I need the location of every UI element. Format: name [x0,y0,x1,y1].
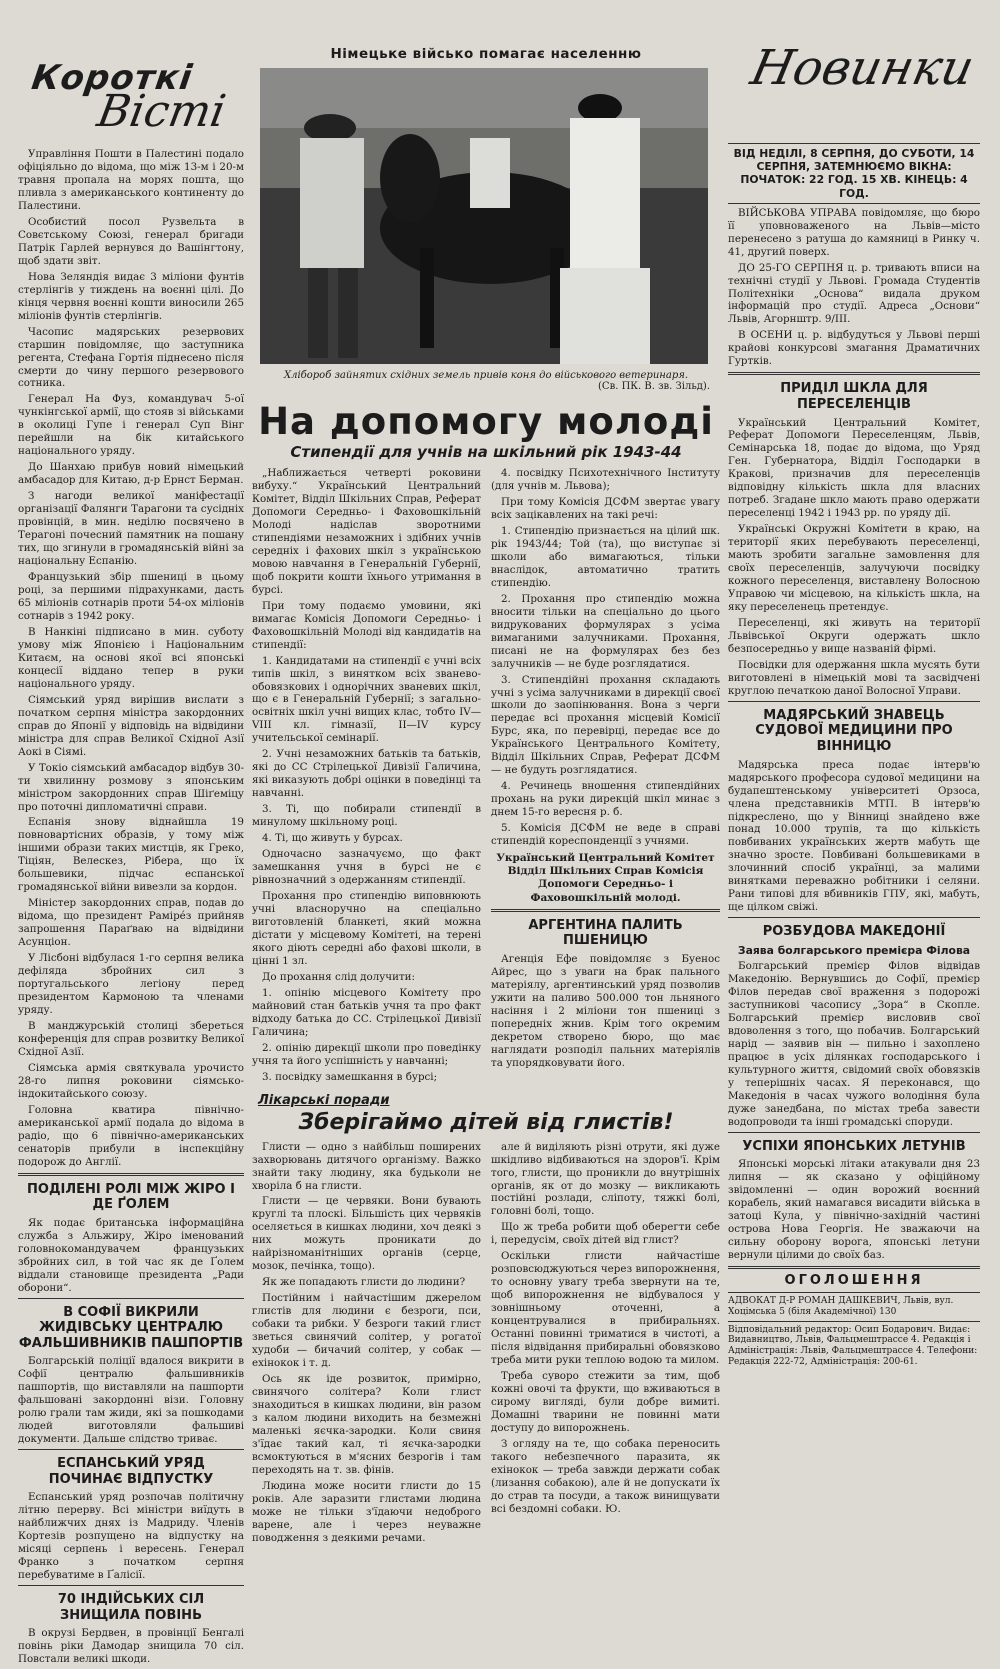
health-right [491,1141,720,1548]
photo-caption: Хлібороб зайнятих східних земель привів коня до військового ветеринаря. [283,370,689,381]
paragraph: Французький збір пшениці в цьому році, за першими підрахунками, дасть 65 міліонів сотнарів проти 54-ох міліонів сотнарів з 1942 року. [18,571,244,622]
article-title: ПРИДІЛ ШКЛА ДЛЯ ПЕРЕСЕЛЕНЦІВ [780,381,928,412]
main-article-left [252,467,481,1087]
paragraph: 4. посвідку Психотехнічного Інституту (для учнів м. Львова); [491,467,720,492]
paragraph: 1. Кандидатами на стипендії є учні всіх типів шкіл, з винятком всіх званево-обовязкових і однорічних званевих шкіл, що є в Генеральній Губернії; з загально-освітніх шкіл учні вищих клас, тобто IV—VIII кл. гімназії, II—IV курсу учительської семінарії. [252,654,481,745]
paragraph: Глисти — це червяки. Вони бувають круглі та плоскі. Більшість цих червяків оселяється в кишках людини, хоч деякі з них можуть проникати до найрізноманітніших органів (серце, мозок, печінка, тощо). [252,1195,481,1273]
health-headline: Зберігаймо дітей від глистів! [298,1109,674,1135]
paragraph: ВІЙСЬКОВА УПРАВА повідомляє, що бюро її уповноваженого на Львів—місто перенесено з ратуша до камяниці в Ринку ч. 41, другий поверх. [728,206,980,258]
article-text: Болгарський премієр Філов відвідав Македонію. Вернувшись до Софії, премієр Філов передав свої враження з подорожі заступникові часопису „Зора“ в Скопле. Болгарський премієр висловив свої вдоволення з того, що побачив. Болгарський нарід — заявив він — пильно і захоплено працює в усіх ділянках господарського і культурного життя, свідомий своїх обовязків у теперішніх часах. Я переконався, що Македонія в часах чужого володіння була дуже занедбана, по містах треба завести водопроводи та інші громадські споруди. [728,960,980,1128]
article-title: ЕСПАНСЬКИЙ УРЯД ПОЧИНАЄ ВІДПУСТКУ [48,1456,214,1487]
paragraph: З нагоди великої маніфестації організації Фалянги Тарагони та сусідніх провінцій, в мин. неділю посвячено в Терагоні почесний памятник на пошану тих, що згинули в громадянській війні за національну Еспанію. [18,490,244,568]
article-text: Японські морські літаки атакували дня 23 липня — як сказано у офіційному звідомленні — один ворожий воєнний корабель, який намагався висадити війська в затоці Кула, у північно-західній частині острова Нова Георгія. Не зважаючи на сильну оборону ворога, японські летуни вернули цілими до своїх баз. [728,1158,980,1261]
divider [728,1292,980,1293]
paragraph: При тому Комісія ДСФМ звертає увагу всіх зацікавлених на такі речі: [491,495,720,521]
article-text: Болгарській поліції вдалося викрити в Софії централю фальшивників пашпортів, що виставляли на пашпорти фальшовані закордонні візи. Головну ролю грали там жиди, які за пошкодами людей виготовляли фальшиві документи. Дальше слідство триває. [18,1355,244,1446]
paragraph: До прохання слід долучити: [262,970,415,983]
paragraph: 2. опінію дирекції школи про поведінку учня та його успішність у навчанні; [252,1041,481,1067]
divider [728,203,980,204]
paragraph: Що ж треба робити щоб оберегти себе і, передусім, своїх дітей від глист? [491,1221,720,1247]
divider [728,917,980,918]
divider [728,1132,980,1133]
paragraph: Прохання про стипендію виповнюють учні власноручно на спеціально виготовленій бланкеті, який можна дістати у місцевому Комітеті, на терені якого діють середні або фахові школи, в цінні 1 зл. [252,890,481,967]
paragraph: 1. опінію місцевого Комітету про майновий стан батьків учня та про факт відходу батька до СС. Стрілецької Дивізії Галичина; [252,986,481,1038]
paragraph: 2. Учні незаможних батьків та батьків, які до СС Стрілецької Дивізії Галичина, які виказують добрі оцінки в поведінці та навчанні. [252,748,481,800]
main-article-body [252,467,720,1087]
middle-column [252,0,720,1548]
divider [491,909,720,912]
paragraph: Ось як іде розвиток, примірно, свинячого солітера? Коли глист знаходиться в кишках людини, він разом з калом людини виходить на безмежні маленькі яєчка-зародки. Коли свиня з'їдає такий кал, ті яєчка-зародки всмоктуються в м'ясних безрогів і там переходять на т. зв. фінів. [252,1373,481,1476]
paragraph: Сіямський уряд вирішив вислати з початком серпня міністра закордонних справ до Японії у відповідь на відвідини міністра для справ Великої Східної Азії Аокі в Сіямі. [18,693,244,758]
paragraph: 2. Прохання про стипендію можна вносити тільки на спеціально до цього видрукованих формулярах з усіма вимаганими залучниками. Прохання, писані не на формулярах без без залучників — не буде розглядатися. [491,592,720,670]
announcements-list [728,207,980,369]
paragraph: Еспанія знову віднайшла 19 повновартісних образів, у тому між іншими образи таких мистців, як Греко, Тіціян, Велескез, Рібера, що їх большевики, підчас еспанської громадянської війни вивезли за кордон. [18,816,244,894]
paragraph: Постійним і найчастішим джерелом глистів для людини є безроги, пси, собаки та рибки. У безроги такий глист зветься свинячий солітер, у рогатої худоби — бичачий солітер, у собак — ехінокок і т. д. [252,1292,481,1370]
blackout-notice: ВІД НЕДІЛІ, 8 СЕРПНЯ, ДО СУБОТИ, 14 СЕРПНЯ, ЗАТЕМНЮЄМО ВІКНА: ПОЧАТОК: 22 ГОД. 15 ХВ. КІНЕЦЬ: 4 ГОД. [733,147,975,200]
health-left [252,1141,481,1548]
main-headline: На допомогу молоді [258,400,714,443]
article-lead: Заява болгарського премієра Філова [737,943,971,957]
paragraph: Головна кватира північно-американської армії подала до відома в радіо, що 6 північно-американських сенаторів прибули в інспекційну подорож до Англії. [18,1103,244,1168]
paragraph: При тому подаємо умовини, які вимагає Комісія Допомоги Середньо- і Фаховошкільній Молоді від кандидатів на стипендії: [252,599,481,651]
article-title: МАДЯРСЬКИЙ ЗНАВЕЦЬ СУДОВОЇ МЕДИЦИНИ ПРО ВІННИЦЮ [755,707,953,755]
article-title: РОЗБУДОВА МАКЕДОНІЇ [762,924,946,940]
right-column [728,0,980,1370]
article-text: Мадярська преса подає інтерв'ю мадярського професора судової медицини на будапештенському університеті Орзоса, члена представників МТП. В інтерв'ю підкреслено, що у Вінниці знайдено вже понад 10.000 трупів, та що кількість повбиваних українських жертв мабуть ще значно зросте. Повбивані большевиками в злочинний спосіб українці, за малими винятками переважно робітники і селяни. Рани типові для вбивників ГПУ, які, мабуть, ще цілком свіжі. [728,758,980,914]
masthead-left-line1: Короткі [29,58,196,98]
article-body [728,417,980,698]
masthead-left [18,0,244,148]
section-label: Лікарські поради [258,1092,390,1108]
paragraph: Сіямська армія святкувала урочисто 28-го липня роковини сіямсько-індокитайського союзу. [18,1061,244,1100]
paragraph: У Лісбоні відбулася 1-го серпня велика дефіляда збройних сил з португальського легіону перед президентом Кармоною та членами уряду. [18,952,244,1017]
news-photo [260,68,708,364]
health-article-body [252,1141,720,1548]
photo-horse-veterinarian [260,68,708,364]
paragraph: В ОСЕНИ ц. р. відбудуться у Львові перші крайові конкурсові змагання Драматичних Гуртків. [728,329,980,368]
divider [728,1266,980,1269]
article-signature: Український Центральний Комітет Відділ Шкільних Справ Комісія Допомоги Середньо- і Фаховошкільній молоді. [496,852,715,904]
paragraph: Треба суворо стежити за тим, щоб кожні овочі та фрукти, що вживаються в сирому вигляді, були добре вимиті. Домашні тварини не повинні мати доступу до випорожнень. [491,1370,720,1434]
ad-text: АДВОКАТ Д-Р РОМАН ДАШКЕВИЧ, Львів, вул. Хоцімська 5 (біля Академічної) [728,1295,954,1317]
paragraph: З огляду на те, що собака переносить такого небезпечного паразита, як ехінокок — треба завжди держати собак (лизання собакою), але й не допускати їх до страв та посуди, а також винищувати всі бездомні собаки. Ю. [491,1437,720,1515]
paragraph: Управління Пошти в Палестині подало офіціяльно до відома, що між 13-м і 20-м травня пропала на морях пошта, що пливла з американського континенту до Палестини. [18,148,244,212]
article-text: Як подає британська інформаційна служба з Альжиру, Жіро іменований головнокомандувачем французьких збройних сил, в той час як де Ґолем віддали становище президента „Ради оборони“. [18,1216,244,1294]
ads-heading: ОГОЛОШЕННЯ [784,1272,924,1288]
ad-number: 130 [879,1306,897,1317]
paragraph: Одночасно зазначуємо, що факт замешкання учня в бурсі не є рівнозначний з одержанням стипендії. [252,848,481,887]
divider [728,372,980,375]
article-title: УСПІХИ ЯПОНСЬКИХ ЛЕТУНІВ [742,1138,966,1154]
divider [18,1173,244,1176]
photo-title: Німецьке військо помагає населенню [330,46,642,62]
divider [18,1449,244,1450]
paragraph: але й виділяють різні отрути, які дуже шкідливо відбиваються на здоров'ї. Крім того, глисти, що проникли до внутрішніх органів, як от до мозку — викликають постійні розлади, сліпоту, тяжкі болі, головні болі, тощо. [491,1140,720,1218]
paragraph: 4. Речинець вношення стипендійних прохань на руки дирекцій шкіл минає з днем 15-го вересня р. б. [491,780,720,819]
paragraph: Нова Зеляндія видає 3 міліони фунтів стерлінгів у тиждень на воєнні цілі. До кінця червня воєнні кошти виносили 265 міліонів фунтів стерлінгів. [18,270,244,322]
paragraph: Посвідки для одержання шкла мусять бути виготовлені в німецькій мові та засвідчені круглою печаткою даної Волосної Управи. [728,658,980,697]
paragraph: Особистий посол Рузвельта в Совєтському Союзі, генерал бригади Патрік Гарлей вернувся до Вашінгтону, щоб здати звіт. [18,215,244,267]
main-article-right [491,467,720,1087]
paragraph: 1. Стипендію признається на цілий шк. рік 1943/44; Той (та), що виступає зі школи або вимагаються, тільки внаслідок, автоматично тратить стипендію. [491,524,720,589]
paragraph: У Токіо сіямський амбасадор відбув 30-ти хвилинну розмову з японським міністром закордонних справ Шіґеміцу про поточні дипломатичні справи. [18,761,244,813]
article-title: 70 ІНДІЙСЬКИХ СІЛ ЗНИЩИЛА ПОВІНЬ [57,1592,205,1623]
paragraph: ДО 25-ГО СЕРПНЯ ц. р. тривають вписи на технічні студії у Львові. Громада Студентів Політехніки „Основа“ видала друком інформацій про студії. Адреса „Основи“ Львів, Агорнштр. 9/III. [728,261,980,326]
paragraph: До Шанхаю прибув новий німецький амбасадор для Китаю, д-р Ернст Берман. [18,461,244,487]
masthead-right-title: Новинки [746,40,979,96]
divider [728,1321,980,1322]
paragraph: Як же попадають глисти до людини? [262,1276,466,1289]
paragraph: Глисти — одно з найбільш поширених захворювань дитячого організму. Важко знайти таку людину, яка будьколи не хворіла б на глисти. [252,1140,481,1192]
article-text: Агенція Ефе повідомляє з Буенос Айрес, що з уваги на брак пального матеріялу, аргентинський уряд позволив ужити на паливо 500.000 тон льняного насіння і 2 міліони тон пшениці з попередніх жнив. Крім того окремим декретом створено бюро, що має наглядати розподіл пальних матеріялів та упорядковувати його. [491,952,720,1069]
article-text: В окрузі Бердвен, в провінції Бенгалі повінь ріки Дамодар знищила 70 сіл. Повстали великі шкоди. [18,1627,244,1666]
divider [18,1298,244,1299]
paragraph: 3. посвідку замешкання в бурсі; [262,1070,438,1083]
paragraph: Переселенці, які живуть на території Львівської Округи одержать шкло безпосередньо у вище названій фірмі. [728,617,980,655]
paragraph: Часопис мадярських резервових старшин повідомляє, що заступника регента, Стефана Гортія піднесено після смерти до чину першого резервового сотника. [18,325,244,390]
short-news-list [18,148,244,1169]
article-text: Еспанський уряд розпочав політичну літню перерву. Всі міністри виїдуть в найближчих днях із Мадриду. Членів Кортезів розпущено на відпустку на місяці серпень і вересень. Генерал Франко з початком серпня перебуватиме в Ґалісії. [18,1491,244,1582]
paragraph: Міністер закордонних справ, подав до відома, що президент Раміре́з прийняв запрошення Параґваю на відвідини Асунціон. [18,897,244,949]
paragraph: Людина може носити глисти до 15 років. Але заразити глистами людина може не тільки з'їдаючи недоброго варене, але і через неуважне поводження з деякими речами. [252,1479,481,1544]
article-title: ПОДІЛЕНІ РОЛІ МІЖ ЖІРО І ДЕ ҐОЛЕМ [27,1181,235,1213]
advertisement [728,1296,980,1318]
article-title: АРГЕНТИНА ПАЛИТЬ ПШЕНИЦЮ [528,917,683,949]
article-title: В СОФІЇ ВИКРИЛИ ЖИДІВСЬКУ ЦЕНТРАЛЮ ФАЛЬШИВНИКІВ ПАШПОРТІВ [18,1304,244,1351]
divider [18,1585,244,1586]
left-column [18,0,244,1669]
divider [728,143,980,144]
masthead-left-line2: Вісті [93,86,230,137]
photo-credit: (Св. ПК. В. зв. Зільд). [598,381,710,392]
paragraph: 5. Комісія ДСФМ не веде в справі стипендій кореспонденції з учнями. [491,822,720,848]
paragraph: В манджурській столиці збереться конференція для справ розвитку Великої Східної Азії. [18,1020,244,1058]
divider [728,701,980,702]
masthead-right [728,0,980,140]
paragraph: 3. Ті, що побирали стипендії в минулому шкільному році. [252,803,481,829]
paragraph: 4. Ті, що живуть у бурсах. [262,832,403,845]
imprint: Відповідальний редактор: Осип Бодарович. Видає: Видавництво, Львів, Фальцмештрассе 4. Редакція і Адміністрація: Львів, Фальцмештрассе 4. Телефони: Редакція 222-72, Адміністрація: 200-61. [728,1324,978,1367]
main-subheadline: Стипендії для учнів на шкільний рік 1943-44 [290,443,682,461]
paragraph: Українські Окружні Комітети в краю, на території яких перебувають переселенці, мають зробити загальне замовлення для своїх переселенців, залучуючи посвідку кожного переселенця, виставлену Волосною Управою чи місцевою, на кількість шкла, на яку переселенець претендує. [728,523,980,614]
paragraph: Оскільки глисти найчастіше розповсюджуються через випорожнення, то основну увагу треба звернути на те, щоб випорожнення не відбувалося у зовнішньому оточенні, а концентрувалися в прибиральнях. Останні повинні триматися в чистоті, а після відвідання прибиральні обовязково треба мити руки теплою водою та милом. [491,1250,720,1367]
paragraph: „Наближається четверті роковини вибуху.“ Український Центральний Комітет, Відділ Шкільних Справ, Реферат Допомоги Середньо- і Фаховошкільній Молоді надіслав зворотними стипендіями незаможних і здібних учнів середніх і фахових шкіл з українською мовою навчання в Генеральній Губернії, щоб покрити кошти їхнього утримання в бурсі. [252,467,481,596]
paragraph: Генерал На Фуз, командувач 5-ої чункінгської армії, що стояв зі військами в околиці Гупе і генерал Суп Вінг перейшли на бік китайського національного уряду. [18,393,244,458]
paragraph: В Нанкіні підписано в мин. суботу умову між Японією і Національним Китаєм, на основі якої всі японські концесії віддано тепер в руки національного уряду. [18,625,244,690]
paragraph: 3. Стипендійні прохання складають учні з усіма залучниками в дирекції своєї школи до заопінювання. Вона з черги передає всі прохання місцевій Комісії Бурс, яка, по перевірці, передає все до Українського Центрального Комітету, Відділ Шкільних Справ, Реферат ДСФМ — не будуть розглядатися. [491,673,720,777]
paragraph: Український Центральний Комітет, Реферат Допомоги Переселенцям, Львів, Семінарська 18, подає до відома, що Уряд Ген. Губернатора, Відділ Господарки в Кракові, призначив для переселенців відповідну кількість шкла для власних потреб. Згадане шкло мають право одержати переселенці 1942 і 1943 рр. по уряду дії. [728,416,980,520]
